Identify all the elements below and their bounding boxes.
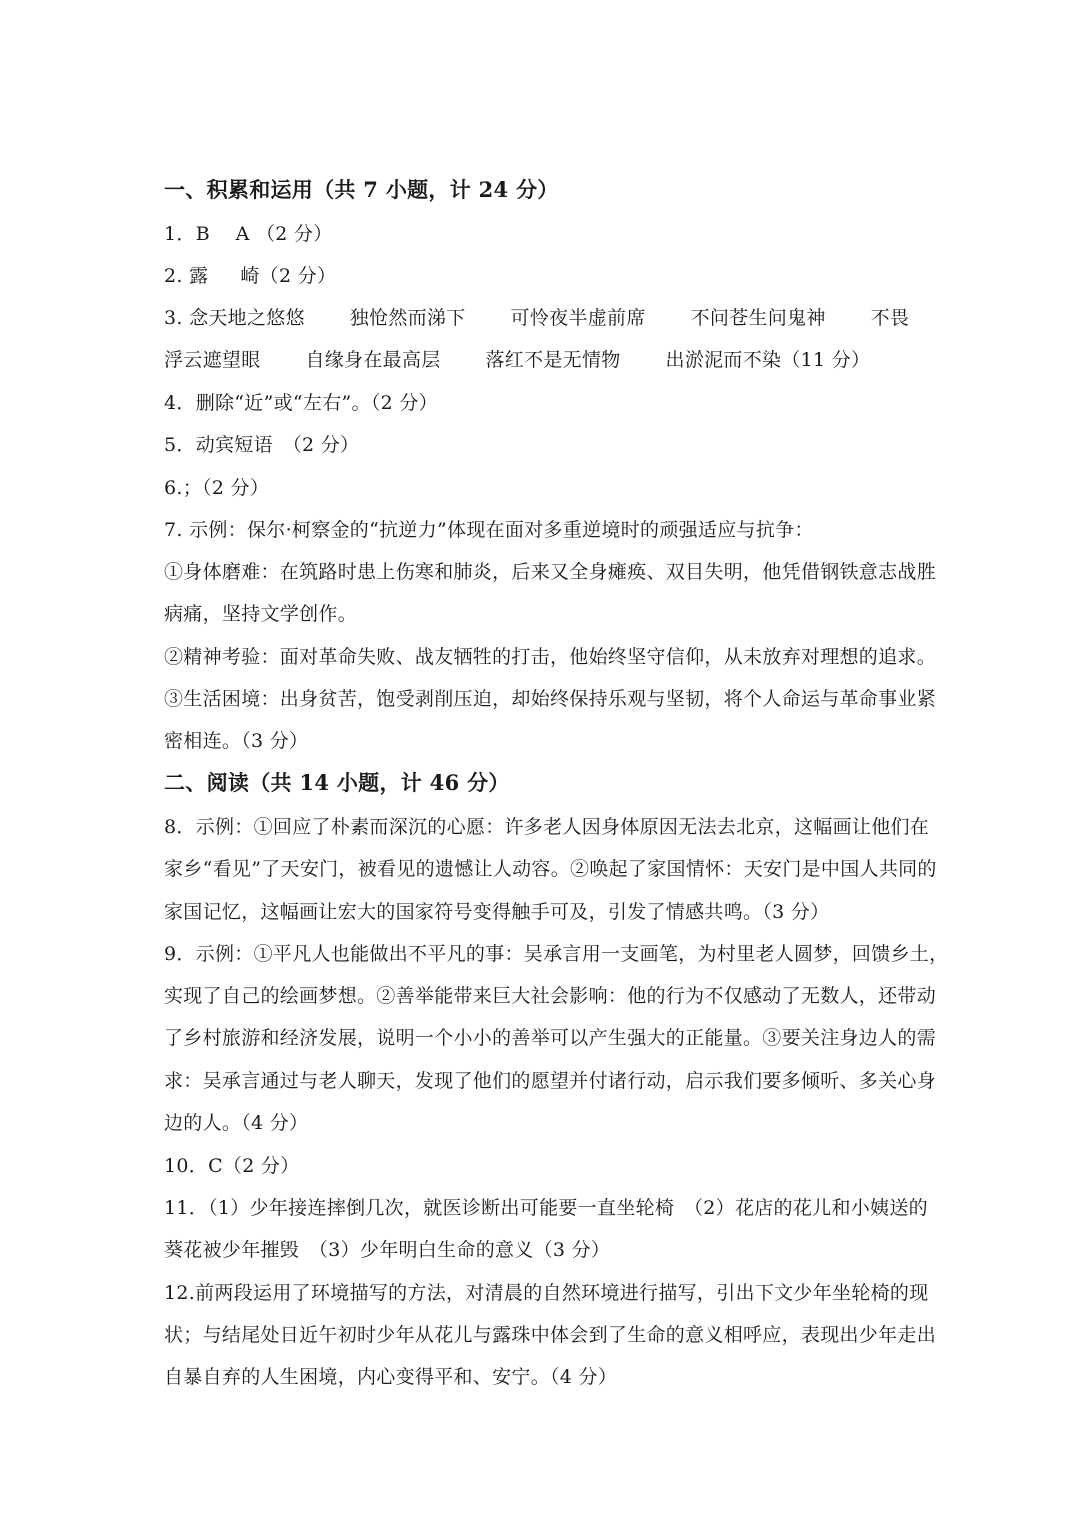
section-heading-reading: 二、阅读（共 14 小题，计 46 分） bbox=[164, 770, 510, 795]
answer-q6: 6.；（2 分） bbox=[164, 477, 270, 499]
answer-q9-line3: 了乡村旅游和经济发展，说明一个小小的善举可以产生强大的正能量。③要关注身边人的需 bbox=[164, 1027, 937, 1049]
answer-q10: 10．C（2 分） bbox=[164, 1155, 300, 1177]
answer-q9-line5: 边的人。（4 分） bbox=[164, 1112, 309, 1134]
answer-q4: 4．删除“近”或“左右”。（2 分） bbox=[164, 392, 438, 414]
answer-q11-line2: 葵花被少年摧毁 （3）少年明白生命的意义（3 分） bbox=[164, 1239, 611, 1261]
answer-q7-point1-line1: ①身体磨难：在筑路时患上伤寒和肺炎，后来又全身瘫痪、双目失明，他凭借钢铁意志战胜 bbox=[164, 561, 937, 583]
answer-q2: 2. 露 崎（2 分） bbox=[164, 265, 337, 287]
answer-q11-line1: 11．（1）少年接连摔倒几次，就医诊断出可能要一直坐轮椅 （2）花店的花儿和小姨送的 bbox=[164, 1197, 928, 1219]
answer-q7-point2: ②精神考验：面对革命失败、战友牺牲的打击，他始终坚守信仰，从未放弃对理想的追求。 bbox=[164, 646, 937, 668]
answer-q5: 5．动宾短语 （2 分） bbox=[164, 434, 360, 456]
answer-q7-intro: 7. 示例：保尔·柯察金的“抗逆力”体现在面对多重逆境时的顽强适应与抗争： bbox=[164, 519, 814, 541]
answer-q3-line1: 3. 念天地之悠悠 独怆然而涕下 可怜夜半虚前席 不问苍生问鬼神 不畏 bbox=[164, 307, 910, 329]
answer-q7-point3-line2: 密相连。（3 分） bbox=[164, 730, 309, 752]
answer-q12-line1: 12.前两段运用了环境描写的方法，对清晨的自然环境进行描写，引出下文少年坐轮椅的现 bbox=[164, 1282, 929, 1304]
answer-q9-line1: 9．示例：①平凡人也能做出不平凡的事：吴承言用一支画笔，为村里老人圆梦，回馈乡土， bbox=[164, 943, 949, 965]
answer-q12-line3: 自暴自弃的人生困境，内心变得平和、安宁。（4 分） bbox=[164, 1366, 618, 1388]
answer-q12-line2: 状；与结尾处日近午初时少年从花儿与露珠中体会到了生命的意义相呼应，表现出少年走出 bbox=[164, 1324, 937, 1346]
answer-q8-line2: 家乡“看见”了天安门，被看见的遗憾让人动容。②唤起了家国情怀：天安门是中国人共同的 bbox=[164, 858, 937, 880]
answer-q9-line4: 求：吴承言通过与老人聊天，发现了他们的愿望并付诸行动，启示我们要多倾听、多关心身 bbox=[164, 1070, 937, 1092]
answer-q8-line1: 8．示例：①回应了朴素而深沉的心愿：许多老人因身体原因无法去北京，这幅画让他们在 bbox=[164, 816, 930, 838]
answer-q9-line2: 实现了自己的绘画梦想。②善举能带来巨大社会影响：他的行为不仅感动了无数人，还带动 bbox=[164, 985, 937, 1007]
answer-q1: 1．B A （2 分） bbox=[164, 223, 333, 245]
section-heading-accumulation: 一、积累和运用（共 7 小题，计 24 分） bbox=[164, 177, 559, 202]
answer-q7-point1-line2: 病痛，坚持文学创作。 bbox=[164, 603, 358, 625]
answer-q3-line2: 浮云遮望眼 自缘身在最高层 落红不是无情物 出淤泥而不染（11 分） bbox=[164, 349, 871, 371]
answer-q8-line3: 家国记忆，这幅画让宏大的国家符号变得触手可及，引发了情感共鸣。（3 分） bbox=[164, 901, 830, 923]
answer-q7-point3-line1: ③生活困境：出身贫苦，饱受剥削压迫，却始终保持乐观与坚韧，将个人命运与革命事业紧 bbox=[164, 688, 937, 710]
